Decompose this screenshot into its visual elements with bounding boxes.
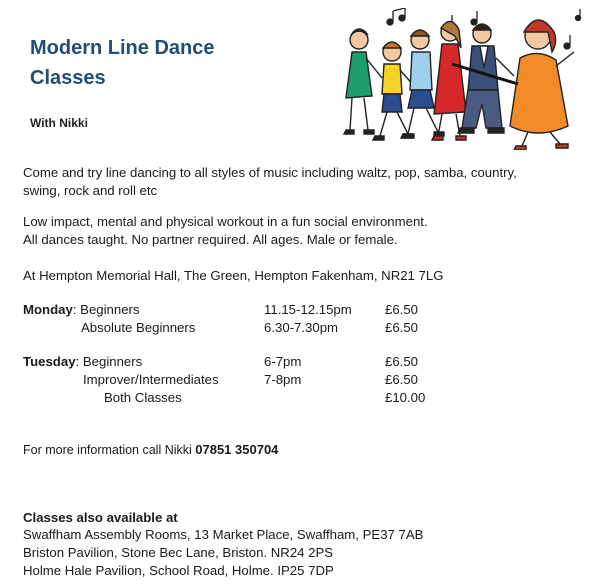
intro-paragraph <box>23 164 583 200</box>
class-time: 7-8pm <box>264 372 302 387</box>
page-title <box>30 33 330 93</box>
title-line-2: Classes <box>30 67 106 89</box>
class-price: £6.50 <box>385 320 419 335</box>
class-name: Improver/Intermediates <box>83 372 219 387</box>
class-price: £10.00 <box>385 390 426 405</box>
schedule-row-monday-1 <box>23 301 583 319</box>
intro-line-1: Come and try line dancing to all styles of music including waltz, pop, samba, country, <box>23 165 517 180</box>
contact-info <box>23 442 278 457</box>
schedule-row-tuesday-1 <box>23 353 583 371</box>
intro-line-2: swing, rock and roll etc <box>23 183 158 198</box>
location-line: At Hempton Memorial Hall, The Green, Hempton Fakenham, NR21 7LG <box>23 268 444 283</box>
benefits-paragraph <box>23 213 583 249</box>
other-venues-heading: Classes also available at <box>23 510 178 525</box>
schedule-row-monday-2 <box>23 319 583 337</box>
venue-item: Briston Pavilion, Stone Bec Lane, Briston. NR24 2PS <box>23 545 334 560</box>
line-dancers-illustration <box>342 8 582 150</box>
class-time: 6-7pm <box>264 354 302 369</box>
class-price: £6.50 <box>385 372 419 387</box>
benefits-line-2: All dances taught. No partner required. All ages. Male or female. <box>23 232 398 247</box>
class-time: 6.30-7.30pm <box>264 320 339 335</box>
title-line-1: Modern Line Dance <box>30 37 215 59</box>
phone-number: 07851 350704 <box>195 442 279 457</box>
class-price: £6.50 <box>385 354 419 369</box>
class-name: Absolute Beginners <box>81 320 196 335</box>
venue-item: Holme Hale Pavilion, School Road, Holme. IP25 7DP <box>23 563 334 578</box>
contact-text: For more information call Nikki <box>23 443 196 457</box>
day-label-tuesday: Tuesday: Beginners <box>23 354 143 369</box>
subtitle: With Nikki <box>30 116 88 130</box>
schedule-row-tuesday-3 <box>23 389 583 407</box>
class-price: £6.50 <box>385 302 419 317</box>
benefits-line-1: Low impact, mental and physical workout in a fun social environment. <box>23 214 428 229</box>
venue-item: Swaffham Assembly Rooms, 13 Market Place, Swaffham, PE37 7AB <box>23 527 424 542</box>
class-name: Both Classes <box>104 390 182 405</box>
schedule-row-tuesday-2 <box>23 371 583 389</box>
class-time: 11.15-12.15pm <box>264 302 352 317</box>
day-label-monday: Monday: Beginners <box>23 302 140 317</box>
